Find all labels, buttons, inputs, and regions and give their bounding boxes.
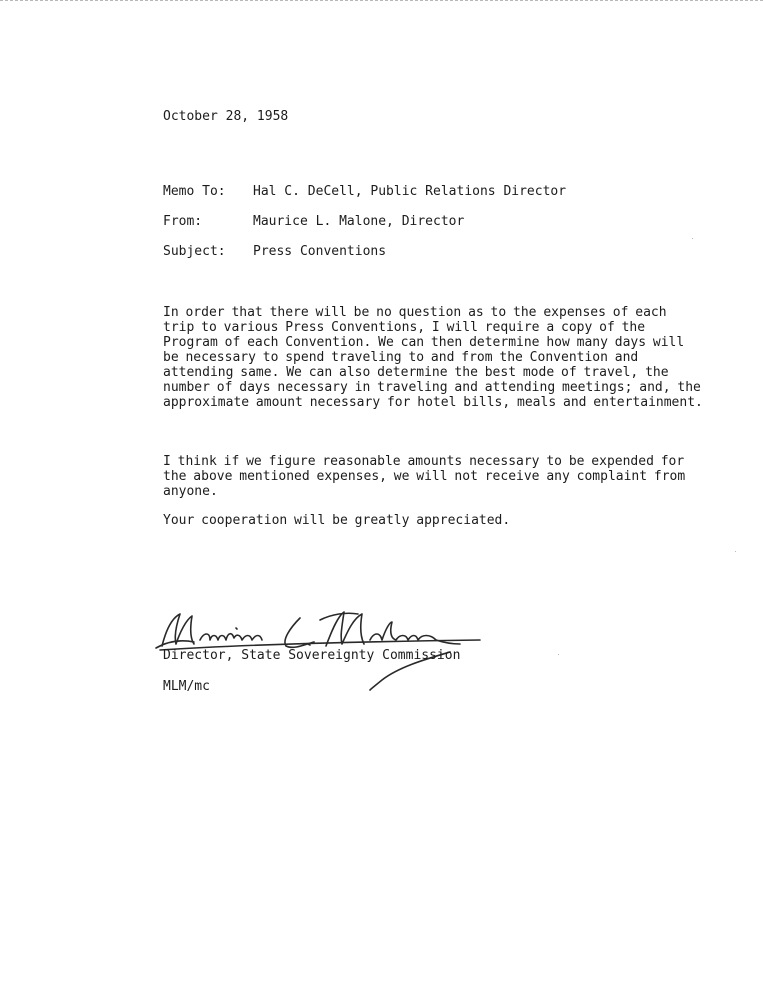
memo-from-line bbox=[163, 214, 464, 229]
scan-speck bbox=[558, 654, 559, 655]
memo-date: October 28, 1958 bbox=[163, 109, 289, 124]
memo-subject-value: Press Conventions bbox=[253, 244, 387, 259]
signature-title: Director, State Sovereignty Commission bbox=[163, 648, 461, 663]
memo-to-line bbox=[163, 184, 566, 199]
memo-subject-line bbox=[163, 244, 386, 259]
memo-paragraph-2: I think if we figure reasonable amounts necessary to be expended for the above mentioned expenses, we will not receive any complaint from anyone. bbox=[163, 454, 686, 499]
memo-to-label: Memo To: bbox=[163, 184, 226, 199]
memo-paragraph-3: Your cooperation will be greatly appreciated. bbox=[163, 513, 511, 528]
memo-paragraph-1: In order that there will be no question as to the expenses of each trip to various Press Conventions, I will require a copy of the Program of each Convention. We can then determine how many days will be necessary to spend traveling to and from the Convention and attending same. We can also determine the best mode of travel, the number of days necessary in traveling and attending meetings; and, the approximate amount necessary for hotel bills, meals and entertainment. bbox=[163, 305, 703, 410]
scan-speck bbox=[692, 238, 693, 239]
scan-speck bbox=[735, 551, 736, 552]
memo-subject-label: Subject: bbox=[163, 244, 226, 259]
memo-from-value: Maurice L. Malone, Director bbox=[253, 214, 465, 229]
typist-initials: MLM/mc bbox=[163, 679, 210, 694]
memo-to-value: Hal C. DeCell, Public Relations Director bbox=[253, 184, 567, 199]
memo-from-label: From: bbox=[163, 214, 203, 229]
page-top-border bbox=[0, 0, 763, 1]
